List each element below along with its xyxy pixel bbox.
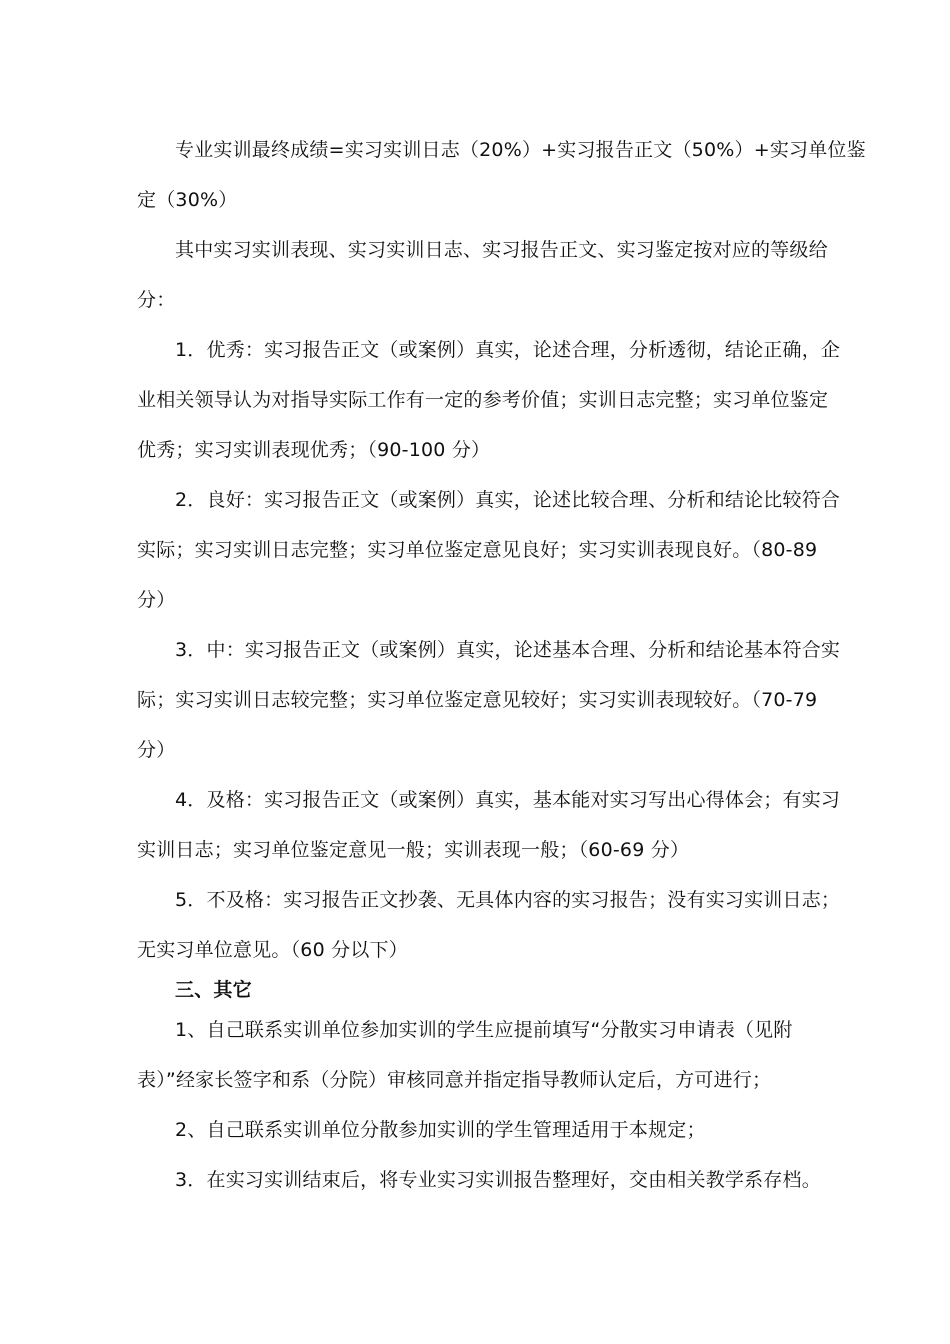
medium-criteria-line-3: 分） (137, 739, 176, 761)
medium-criteria-line-1: 3．中：实习报告正文（或案例）真实，论述基本合理、分析和结论基本符合实 (175, 639, 841, 661)
excellent-criteria-line-2: 业相关领导认为对指导实际工作有一定的参考价值；实训日志完整；实习单位鉴定 (137, 389, 829, 411)
fail-criteria-line-2: 无实习单位意见。（60 分以下） (137, 939, 408, 961)
pass-criteria-line-2: 实训日志；实习单位鉴定意见一般；实训表现一般；（60-69 分） (137, 839, 690, 861)
other-item-1-line-2: 表）”经家长签字和系（分院）审核同意并指定指导教师认定后，方可进行； (137, 1069, 772, 1091)
grade-formula-line-2: 定（30%） (137, 189, 238, 211)
other-item-1-line-1: 1、自己联系实训单位参加实训的学生应提前填写“分散实习申请表（见附 (175, 1019, 793, 1041)
pass-criteria-line-1: 4．及格：实习报告正文（或案例）真实，基本能对实习写出心得体会；有实习 (175, 789, 841, 811)
grade-formula-line-1: 专业实训最终成绩=实习实训日志（20%）+实习报告正文（50%）+实习单位鉴 (175, 139, 866, 161)
good-criteria-line-3: 分） (137, 589, 176, 611)
medium-criteria-line-2: 际；实习实训日志较完整；实习单位鉴定意见较好；实习实训表现较好。（70-79 (137, 689, 818, 711)
excellent-criteria-line-1: 1．优秀：实习报告正文（或案例）真实，论述合理，分析透彻，结论正确，企 (175, 339, 841, 361)
good-criteria-line-2: 实际；实习实训日志完整；实习单位鉴定意见良好；实习实训表现良好。（80-89 (137, 539, 818, 561)
fail-criteria-line-1: 5．不及格：实习报告正文抄袭、无具体内容的实习报告；没有实习实训日志； (175, 889, 841, 911)
other-item-3: 3．在实习实训结束后，将专业实习实训报告整理好，交由相关教学系存档。 (175, 1169, 821, 1191)
other-item-2: 2、自己联系实训单位分散参加实训的学生管理适用于本规定； (175, 1119, 706, 1141)
section-heading-other: 三、其它 (175, 979, 252, 1001)
grading-intro-line-1: 其中实习实训表现、实习实训日志、实习报告正文、实习鉴定按对应的等级给 (175, 239, 828, 261)
good-criteria-line-1: 2．良好：实习报告正文（或案例）真实，论述比较合理、分析和结论比较符合 (175, 489, 841, 511)
grading-intro-line-2: 分： (137, 289, 176, 311)
excellent-criteria-line-3: 优秀；实习实训表现优秀；（90-100 分） (137, 439, 491, 461)
